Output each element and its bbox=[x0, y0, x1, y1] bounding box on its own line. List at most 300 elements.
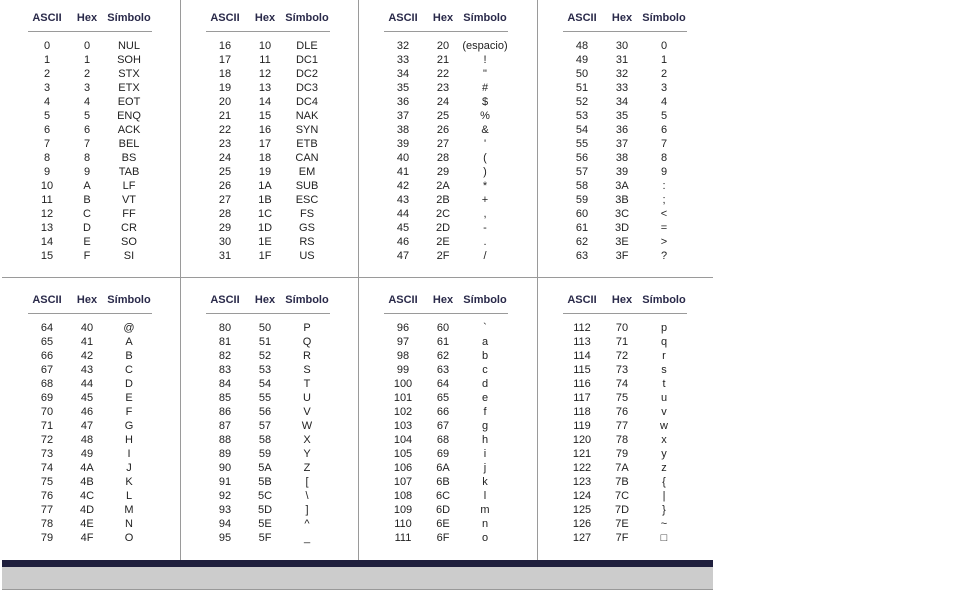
ascii-cell: 15 bbox=[40, 250, 54, 262]
header-symbol: Símbolo bbox=[285, 294, 329, 306]
header-ascii: ASCII bbox=[32, 294, 62, 306]
hex-cell: 28 bbox=[436, 152, 450, 164]
ascii-cell: 7 bbox=[43, 138, 51, 150]
hex-cell: A bbox=[83, 180, 91, 192]
symbol-cell: SYN bbox=[295, 124, 319, 136]
hex-cell: 55 bbox=[258, 392, 272, 404]
hex-cell: 32 bbox=[615, 68, 629, 80]
ascii-cell: 3 bbox=[43, 82, 51, 94]
hex-cell: 34 bbox=[615, 96, 629, 108]
hex-cell: 3A bbox=[615, 180, 629, 192]
column-divider bbox=[180, 0, 181, 560]
ascii-block bbox=[358, 282, 536, 560]
header-symbol: Símbolo bbox=[107, 294, 151, 306]
symbol-cell: ENQ bbox=[117, 110, 141, 122]
symbol-cell: DC3 bbox=[295, 82, 319, 94]
hex-cell: 53 bbox=[258, 364, 272, 376]
hex-cell: 5D bbox=[257, 504, 273, 516]
ascii-cell: 80 bbox=[218, 322, 232, 334]
hex-cell: 36 bbox=[615, 124, 629, 136]
header-underline bbox=[28, 313, 152, 314]
ascii-cell: 87 bbox=[218, 420, 232, 432]
hex-cell: 75 bbox=[615, 392, 629, 404]
symbol-cell: 0 bbox=[660, 40, 668, 52]
header-ascii: ASCII bbox=[388, 12, 418, 24]
hex-cell: 4D bbox=[79, 504, 95, 516]
hex-cell: 4 bbox=[83, 96, 91, 108]
ascii-cell: 88 bbox=[218, 434, 232, 446]
symbol-cell: , bbox=[483, 208, 487, 220]
ascii-cell: 58 bbox=[575, 180, 589, 192]
ascii-cell: 8 bbox=[43, 152, 51, 164]
symbol-cell: / bbox=[483, 250, 487, 262]
symbol-cell: v bbox=[661, 406, 667, 418]
header-hex: Hex bbox=[254, 294, 276, 306]
hex-cell: 41 bbox=[80, 336, 94, 348]
hex-cell: 7D bbox=[614, 504, 630, 516]
header-symbol: Símbolo bbox=[463, 12, 507, 24]
symbol-cell: M bbox=[124, 504, 134, 516]
symbol-cell: 7 bbox=[660, 138, 668, 150]
ascii-cell: 90 bbox=[218, 462, 232, 474]
header-underline bbox=[563, 313, 687, 314]
ascii-cell: 121 bbox=[572, 448, 592, 460]
symbol-cell: j bbox=[483, 462, 487, 474]
hex-cell: C bbox=[83, 208, 91, 220]
symbol-cell: I bbox=[127, 448, 131, 460]
hex-cell: 66 bbox=[436, 406, 450, 418]
ascii-cell: 28 bbox=[218, 208, 232, 220]
hex-cell: 3C bbox=[614, 208, 630, 220]
symbol-cell: 5 bbox=[660, 110, 668, 122]
hex-cell: 71 bbox=[615, 336, 629, 348]
hex-cell: 7B bbox=[615, 476, 629, 488]
hex-cell: 6E bbox=[436, 518, 450, 530]
symbol-cell: O bbox=[124, 532, 134, 544]
hex-cell: 4C bbox=[79, 490, 95, 502]
ascii-block bbox=[2, 282, 180, 560]
ascii-cell: 33 bbox=[396, 54, 410, 66]
ascii-cell: 112 bbox=[573, 322, 591, 334]
symbol-cell: o bbox=[481, 532, 489, 544]
symbol-cell: c bbox=[482, 364, 488, 376]
ascii-cell: 77 bbox=[40, 504, 54, 516]
ascii-cell: 114 bbox=[573, 350, 591, 362]
ascii-cell: 23 bbox=[218, 138, 232, 150]
hex-cell: 27 bbox=[436, 138, 450, 150]
symbol-cell: r bbox=[662, 350, 666, 362]
symbol-cell: □ bbox=[660, 532, 668, 544]
symbol-cell: q bbox=[660, 336, 668, 348]
ascii-cell: 21 bbox=[218, 110, 232, 122]
ascii-cell: 52 bbox=[575, 96, 589, 108]
symbol-cell: w bbox=[660, 420, 668, 432]
hex-cell: 7E bbox=[615, 518, 629, 530]
hex-cell: 6C bbox=[435, 490, 451, 502]
hex-cell: 17 bbox=[258, 138, 272, 150]
header-ascii: ASCII bbox=[210, 294, 240, 306]
hex-cell: 4A bbox=[80, 462, 94, 474]
symbol-cell: = bbox=[660, 222, 668, 234]
header-hex: Hex bbox=[254, 12, 276, 24]
symbol-cell: t bbox=[662, 378, 666, 390]
ascii-block bbox=[358, 0, 536, 278]
hex-cell: 6D bbox=[435, 504, 451, 516]
ascii-cell: 16 bbox=[218, 40, 232, 52]
symbol-cell: US bbox=[299, 250, 315, 262]
symbol-cell: T bbox=[303, 378, 311, 390]
ascii-cell: 41 bbox=[396, 166, 410, 178]
symbol-cell: SI bbox=[123, 250, 135, 262]
header-symbol: Símbolo bbox=[642, 294, 686, 306]
symbol-cell: n bbox=[481, 518, 489, 530]
hex-cell: B bbox=[83, 194, 91, 206]
ascii-cell: 55 bbox=[575, 138, 589, 150]
ascii-cell: 125 bbox=[572, 504, 592, 516]
ascii-block bbox=[537, 282, 715, 560]
ascii-cell: 79 bbox=[40, 532, 54, 544]
hex-cell: 6B bbox=[436, 476, 450, 488]
symbol-cell: NAK bbox=[295, 110, 319, 122]
hex-cell: 14 bbox=[258, 96, 272, 108]
ascii-cell: 66 bbox=[40, 350, 54, 362]
hex-cell: 16 bbox=[258, 124, 272, 136]
header-symbol: Símbolo bbox=[642, 12, 686, 24]
symbol-cell: b bbox=[481, 350, 489, 362]
hex-cell: 20 bbox=[436, 40, 450, 52]
hex-cell: 64 bbox=[436, 378, 450, 390]
hex-cell: 56 bbox=[258, 406, 272, 418]
symbol-cell: l bbox=[483, 490, 487, 502]
symbol-cell: NUL bbox=[117, 40, 141, 52]
hex-cell: 5C bbox=[257, 490, 273, 502]
ascii-cell: 127 bbox=[572, 532, 592, 544]
ascii-cell: 97 bbox=[396, 336, 410, 348]
symbol-cell: Q bbox=[302, 336, 312, 348]
ascii-cell: 37 bbox=[396, 110, 410, 122]
symbol-cell: SUB bbox=[295, 180, 319, 192]
ascii-cell: 32 bbox=[396, 40, 410, 52]
hex-cell: 5F bbox=[258, 532, 272, 544]
ascii-cell: 2 bbox=[43, 68, 51, 80]
ascii-cell: 20 bbox=[218, 96, 232, 108]
ascii-cell: 85 bbox=[218, 392, 232, 404]
symbol-cell: K bbox=[125, 476, 133, 488]
symbol-cell: ACK bbox=[117, 124, 141, 136]
hex-cell: 44 bbox=[80, 378, 94, 390]
symbol-cell: y bbox=[661, 448, 667, 460]
ascii-cell: 24 bbox=[218, 152, 232, 164]
symbol-cell: x bbox=[661, 434, 667, 446]
ascii-cell: 60 bbox=[575, 208, 589, 220]
symbol-cell: . bbox=[483, 236, 487, 248]
ascii-cell: 22 bbox=[218, 124, 232, 136]
ascii-cell: 5 bbox=[43, 110, 51, 122]
symbol-cell: ^ bbox=[304, 518, 310, 530]
ascii-cell: 17 bbox=[218, 54, 232, 66]
hex-cell: 1E bbox=[258, 236, 272, 248]
symbol-cell: p bbox=[660, 322, 668, 334]
ascii-cell: 102 bbox=[393, 406, 413, 418]
hex-cell: 7F bbox=[615, 532, 629, 544]
hex-cell: 7A bbox=[615, 462, 629, 474]
hex-cell: 76 bbox=[615, 406, 629, 418]
hex-cell: 0 bbox=[83, 40, 91, 52]
hex-cell: 29 bbox=[436, 166, 450, 178]
hex-cell: 2A bbox=[436, 180, 450, 192]
hex-cell: 6A bbox=[436, 462, 450, 474]
footer-gray-bar bbox=[2, 567, 713, 590]
symbol-cell: V bbox=[303, 406, 311, 418]
symbol-cell: SOH bbox=[117, 54, 141, 66]
ascii-cell: 106 bbox=[393, 462, 413, 474]
header-underline bbox=[384, 31, 508, 32]
symbol-cell: FS bbox=[299, 208, 315, 220]
symbol-cell: G bbox=[124, 420, 134, 432]
hex-cell: 65 bbox=[436, 392, 450, 404]
hex-cell: 63 bbox=[436, 364, 450, 376]
symbol-cell: { bbox=[662, 476, 666, 488]
ascii-cell: 6 bbox=[43, 124, 51, 136]
header-underline bbox=[384, 313, 508, 314]
ascii-cell: 98 bbox=[396, 350, 410, 362]
symbol-cell: 8 bbox=[660, 152, 668, 164]
ascii-cell: 53 bbox=[575, 110, 589, 122]
hex-cell: 12 bbox=[258, 68, 272, 80]
symbol-cell: # bbox=[481, 82, 489, 94]
hex-cell: D bbox=[83, 222, 91, 234]
header-hex: Hex bbox=[432, 12, 454, 24]
hex-cell: 9 bbox=[83, 166, 91, 178]
header-symbol: Símbolo bbox=[463, 294, 507, 306]
symbol-cell: 2 bbox=[660, 68, 668, 80]
ascii-cell: 101 bbox=[393, 392, 413, 404]
row-divider bbox=[2, 277, 713, 278]
hex-cell: 3B bbox=[615, 194, 629, 206]
symbol-cell: * bbox=[482, 180, 488, 192]
hex-cell: 2F bbox=[436, 250, 450, 262]
hex-cell: 52 bbox=[258, 350, 272, 362]
symbol-cell: k bbox=[482, 476, 488, 488]
ascii-cell: 40 bbox=[396, 152, 410, 164]
ascii-cell: 42 bbox=[396, 180, 410, 192]
ascii-cell: 38 bbox=[396, 124, 410, 136]
ascii-cell: 0 bbox=[43, 40, 51, 52]
symbol-cell: P bbox=[303, 322, 311, 334]
symbol-cell: [ bbox=[305, 476, 309, 488]
hex-cell: 78 bbox=[615, 434, 629, 446]
symbol-cell: d bbox=[481, 378, 489, 390]
hex-cell: 59 bbox=[258, 448, 272, 460]
symbol-cell: ' bbox=[483, 138, 487, 150]
symbol-cell: DC1 bbox=[295, 54, 319, 66]
ascii-cell: 110 bbox=[394, 518, 412, 530]
ascii-cell: 89 bbox=[218, 448, 232, 460]
symbol-cell: E bbox=[125, 392, 133, 404]
header-underline bbox=[206, 31, 330, 32]
ascii-cell: 94 bbox=[218, 518, 232, 530]
ascii-cell: 51 bbox=[575, 82, 589, 94]
ascii-cell: 118 bbox=[573, 406, 591, 418]
ascii-cell: 46 bbox=[396, 236, 410, 248]
symbol-cell: N bbox=[125, 518, 133, 530]
hex-cell: 7 bbox=[83, 138, 91, 150]
hex-cell: 1D bbox=[257, 222, 273, 234]
header-symbol: Símbolo bbox=[285, 12, 329, 24]
ascii-cell: 75 bbox=[40, 476, 54, 488]
hex-cell: 23 bbox=[436, 82, 450, 94]
hex-cell: 3D bbox=[614, 222, 630, 234]
ascii-cell: 10 bbox=[40, 180, 54, 192]
ascii-cell: 81 bbox=[218, 336, 232, 348]
symbol-cell: ] bbox=[305, 504, 309, 516]
ascii-cell: 57 bbox=[575, 166, 589, 178]
hex-cell: 4B bbox=[80, 476, 94, 488]
footer-dark-bar bbox=[2, 560, 713, 567]
symbol-cell: DC2 bbox=[295, 68, 319, 80]
symbol-cell: C bbox=[125, 364, 133, 376]
ascii-cell: 103 bbox=[393, 420, 413, 432]
symbol-cell: | bbox=[662, 490, 666, 502]
header-ascii: ASCII bbox=[32, 12, 62, 24]
header-hex: Hex bbox=[611, 294, 633, 306]
symbol-cell: ESC bbox=[295, 194, 319, 206]
hex-cell: 6F bbox=[436, 532, 450, 544]
hex-cell: 54 bbox=[258, 378, 272, 390]
symbol-cell: A bbox=[125, 336, 133, 348]
header-symbol: Símbolo bbox=[107, 12, 151, 24]
ascii-cell: 56 bbox=[575, 152, 589, 164]
ascii-cell: 61 bbox=[575, 222, 589, 234]
header-ascii: ASCII bbox=[388, 294, 418, 306]
hex-cell: 2B bbox=[436, 194, 450, 206]
hex-cell: 7C bbox=[614, 490, 630, 502]
symbol-cell: 4 bbox=[660, 96, 668, 108]
ascii-cell: 26 bbox=[218, 180, 232, 192]
symbol-cell: 3 bbox=[660, 82, 668, 94]
ascii-cell: 71 bbox=[40, 420, 54, 432]
hex-cell: 73 bbox=[615, 364, 629, 376]
ascii-cell: 44 bbox=[396, 208, 410, 220]
hex-cell: 74 bbox=[615, 378, 629, 390]
symbol-cell: " bbox=[483, 68, 487, 80]
symbol-cell: a bbox=[481, 336, 489, 348]
ascii-cell: 95 bbox=[218, 532, 232, 544]
ascii-block bbox=[2, 0, 180, 278]
ascii-cell: 68 bbox=[40, 378, 54, 390]
ascii-cell: 13 bbox=[40, 222, 54, 234]
header-hex: Hex bbox=[432, 294, 454, 306]
symbol-cell: H bbox=[125, 434, 133, 446]
header-ascii: ASCII bbox=[210, 12, 240, 24]
symbol-cell: D bbox=[125, 378, 133, 390]
hex-cell: 50 bbox=[258, 322, 272, 334]
symbol-cell: CAN bbox=[295, 152, 319, 164]
hex-cell: 24 bbox=[436, 96, 450, 108]
ascii-cell: 4 bbox=[43, 96, 51, 108]
ascii-cell: 82 bbox=[218, 350, 232, 362]
hex-cell: 5 bbox=[83, 110, 91, 122]
header-hex: Hex bbox=[76, 12, 98, 24]
ascii-cell: 31 bbox=[218, 250, 232, 262]
ascii-cell: 50 bbox=[575, 68, 589, 80]
hex-cell: 15 bbox=[258, 110, 272, 122]
hex-cell: 62 bbox=[436, 350, 450, 362]
ascii-cell: 29 bbox=[218, 222, 232, 234]
symbol-cell: 1 bbox=[660, 54, 668, 66]
ascii-cell: 76 bbox=[40, 490, 54, 502]
column-divider bbox=[358, 0, 359, 560]
ascii-cell: 25 bbox=[218, 166, 232, 178]
hex-cell: 37 bbox=[615, 138, 629, 150]
ascii-cell: 113 bbox=[573, 336, 591, 348]
symbol-cell: i bbox=[483, 448, 487, 460]
header-hex: Hex bbox=[76, 294, 98, 306]
symbol-cell: STX bbox=[118, 68, 140, 80]
symbol-cell: % bbox=[480, 110, 490, 122]
symbol-cell: W bbox=[301, 420, 313, 432]
symbol-cell: DC4 bbox=[295, 96, 319, 108]
ascii-cell: 86 bbox=[218, 406, 232, 418]
symbol-cell: $ bbox=[481, 96, 489, 108]
hex-cell: 48 bbox=[80, 434, 94, 446]
hex-cell: 2C bbox=[435, 208, 451, 220]
symbol-cell: Z bbox=[303, 462, 311, 474]
ascii-cell: 12 bbox=[40, 208, 54, 220]
symbol-cell: ` bbox=[483, 322, 487, 334]
symbol-cell: ! bbox=[483, 54, 487, 66]
ascii-cell: 62 bbox=[575, 236, 589, 248]
symbol-cell: EOT bbox=[117, 96, 141, 108]
ascii-cell: 1 bbox=[43, 54, 51, 66]
ascii-cell: 108 bbox=[393, 490, 413, 502]
symbol-cell: s bbox=[661, 364, 667, 376]
hex-cell: 70 bbox=[615, 322, 629, 334]
ascii-cell: 74 bbox=[40, 462, 54, 474]
symbol-cell: ) bbox=[483, 166, 487, 178]
symbol-cell: m bbox=[480, 504, 490, 516]
hex-cell: 3E bbox=[615, 236, 629, 248]
ascii-cell: 119 bbox=[573, 420, 591, 432]
symbol-cell: LF bbox=[122, 180, 136, 192]
ascii-cell: 122 bbox=[572, 462, 592, 474]
hex-cell: 40 bbox=[80, 322, 94, 334]
ascii-cell: 111 bbox=[394, 532, 412, 544]
hex-cell: 3 bbox=[83, 82, 91, 94]
hex-cell: 22 bbox=[436, 68, 450, 80]
symbol-cell: L bbox=[125, 490, 133, 502]
ascii-cell: 116 bbox=[573, 378, 591, 390]
hex-cell: 49 bbox=[80, 448, 94, 460]
hex-cell: 30 bbox=[615, 40, 629, 52]
ascii-cell: 96 bbox=[396, 322, 410, 334]
symbol-cell: ( bbox=[483, 152, 487, 164]
ascii-cell: 117 bbox=[573, 392, 591, 404]
ascii-cell: 54 bbox=[575, 124, 589, 136]
ascii-cell: 35 bbox=[396, 82, 410, 94]
symbol-cell: < bbox=[660, 208, 668, 220]
symbol-cell: \ bbox=[305, 490, 309, 502]
symbol-cell: > bbox=[660, 236, 668, 248]
header-ascii: ASCII bbox=[567, 294, 597, 306]
ascii-cell: 78 bbox=[40, 518, 54, 530]
header-underline bbox=[206, 313, 330, 314]
symbol-cell: RS bbox=[299, 236, 315, 248]
hex-cell: 11 bbox=[259, 54, 271, 66]
hex-cell: 79 bbox=[615, 448, 629, 460]
header-underline bbox=[28, 31, 152, 32]
hex-cell: 2D bbox=[435, 222, 451, 234]
